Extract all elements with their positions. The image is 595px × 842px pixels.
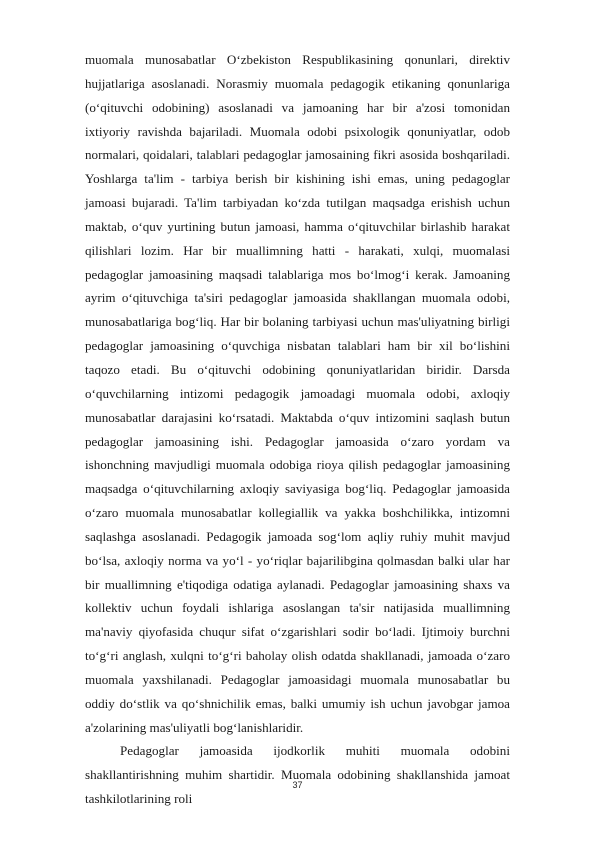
page-number: 37 [292,780,303,790]
paragraph-2: Pedagoglar jamoasida ijodkorlik muhiti muomala odobini shakllantirishning muhim shartidir. Muomala odobining shakllanshida jamoat tashkilotlarining roli [85,743,510,807]
paragraph-1: muomala munosabatlar O‘zbekiston Respublikasining qonunlari, direktiv hujjatlariga asoslanadi. Norasmiy muomala pedagogik etikaning qonunlariga (o‘qituvchi odobining) asoslanadi va jamoaning har bir a'zosi tomonidan ixtiyoriy ravishda bajariladi. Muomala odobi psixologik qonuniyatlar, odob normalari, qoidalari, talablari pedagoglar jamosaining fikri asosida boshqariladi. Yoshlarga ta'lim - tarbiya berish bir kishining ishi emas, uning pedagoglar jamoasi bujaradi. Ta'lim tarbiyadan ko‘zda tutilgan maqsadga erishish uchun maktab, o‘quv yurtining butun jamoasi, hamma o‘qituvchilar birlashib harakat qilishlari lozim. Har bir muallimning hatti - harakati, xulqi, muomalasi pedagoglar jamoasining maqsadi talablariga mos bo‘lmog‘i kerak. Jamoaning ayrim o‘qituvchiga ta'siri pedagoglar jamoasida shakllangan muomala odobi, munosabatlariga bog‘liq. Har bir bolaning tarbiyasi uchun mas'uliyatning birligi pedagoglar jamoasining o‘quvchiga nisbatan talablari ham bir xil bo‘lishini taqozo etadi. Bu o‘qituvchi odobining qonuniyatlaridan biridir. Darsda o‘quvchilarning intizomi pedagogik jamoadagi muomala odobi, axloqiy munosabatlar darajasini ko‘rsatadi. Maktabda o‘quv intizomini saqlash butun pedagoglar jamoasining ishi. Pedagoglar jamoasida o‘zaro yordam va ishonchning mavjudligi muomala odobiga rioya qilish pedagoglar jamoasining maqsadga o‘qituvchilarning axloqiy saviyasiga bog‘liq. Pedagoglar jamoasida o‘zaro muomala munosabatlar kollegiallik va yakka boshchilikka, intizomni saqlashga asoslanadi. Pedagogik jamoada sog‘lom aqliy ruhiy muhit mavjud bo‘lsa, axloqiy norma va yo‘l - yo‘riqlar bajarilibgina qolmasdan balki ular har bir muallimning e'tiqodiga odatiga aylanadi. Pedagoglar jamoasining shaxs va kollektiv uchun foydali ishlariga asoslangan ta'sir natijasida muallimning ma'naviy qiyofasida chuqur sifat o‘zgarishlari sodir bo‘ladi. Ijtimoiy burchni to‘g‘ri anglash, xulqni to‘g‘ri baholay olish odatda shakllanadi, jamoada o‘zaro muomala yaxshilanadi. Pedagoglar jamoasidagi muomala munosabatlar bu oddiy do‘stlik va qo‘shnichilik emas, balki umumiy ish uchun javobgar jamoa a'zolarining mas'uliyatli bog‘lanishlaridir. [85,52,510,735]
body-text [85,48,510,811]
